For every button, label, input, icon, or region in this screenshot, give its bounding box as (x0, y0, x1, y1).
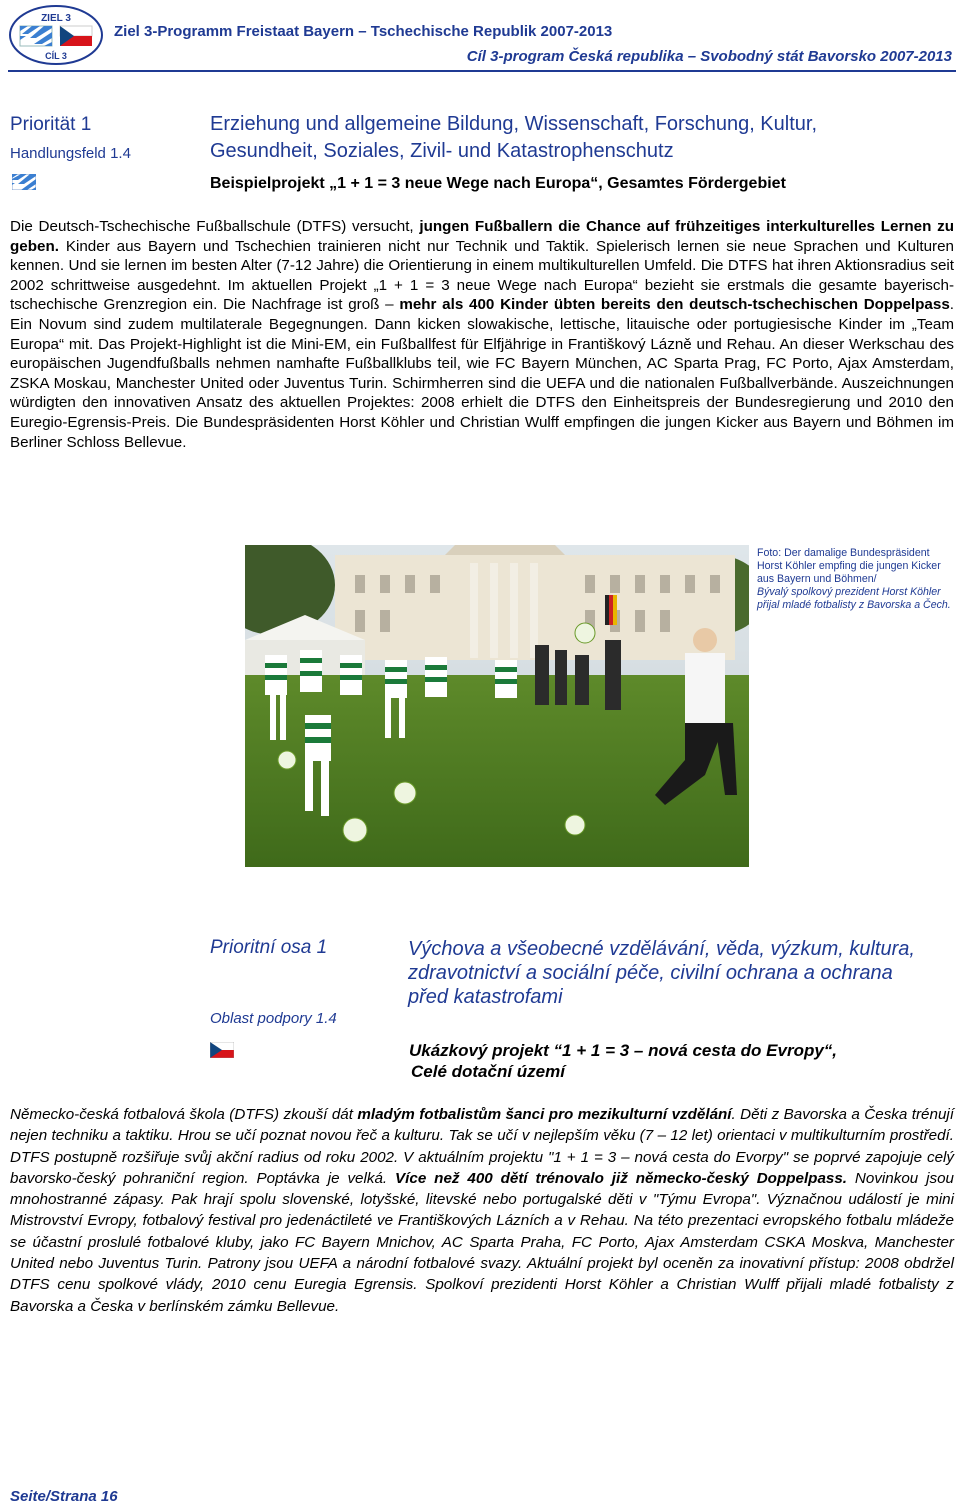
topic-line-1-cz: Výchova a všeobecné vzdělávání, věda, výzkum, kultura, (408, 938, 915, 960)
caption-cz: Bývalý spolkový prezident Horst Köhler přijal mladé fotbalisty z Bavorska a Čech. (757, 586, 951, 611)
priority-label-cz: Prioritní osa 1 (210, 937, 328, 958)
caption-de: Foto: Der damalige Bundespräsident Horst Köhler empfing die jungen Kicker aus Bayern und Böhmen/ (757, 547, 941, 585)
bavarian-flag-icon (12, 174, 36, 190)
body-text-de (10, 217, 954, 452)
project-area-cz: Celé dotační území (411, 1062, 565, 1081)
de-body-segment: jungen Fußballern die Chance auf frühzeitiges interkulturelles Lernen zu geben. (10, 218, 954, 255)
body-text-cz (10, 1104, 954, 1317)
photo-football-players (245, 545, 749, 867)
de-body-segment: mehr als 400 Kinder übten bereits den deutsch-tschechischen Doppelpass (399, 296, 950, 314)
cz-body-segment: mladým fotbalistům šanci pro mezikulturní vzdělání (357, 1106, 732, 1123)
ziel3-logo (8, 4, 104, 66)
support-area-label-cz: Oblast podpory 1.4 (210, 1010, 337, 1027)
page-footer: Seite/Strana 16 (10, 1488, 118, 1505)
logo-top-text: ZIEL 3 (41, 13, 71, 24)
topic-line-1-de: Erziehung und allgemeine Bildung, Wissenschaft, Forschung, Kultur, (210, 113, 818, 135)
cz-body-segment: . Děti z Bavorska a Česka trénují nejen techniku a taktiku. Hrou se učí poznat novou řeč a kulturu. Tak se učí v nejlepším věku (7 – 12 let) orientaci v multikulturním prostředí. DTFS postupně rozšiřuje svůj akční radius od roku 2002. V aktuálním projektu "1 + 1 = 3 – nová cesta do Evorpy" se poprvé zapojuje celý bavorsko-český pohraniční region. Poptávka je velká. (10, 1106, 954, 1187)
topic-line-3-cz: před katastrofami (408, 986, 563, 1008)
header-title-de: Ziel 3-Programm Freistaat Bayern – Tschechische Republik 2007-2013 (114, 23, 613, 40)
de-body-segment: . Ein Novum sind zudem multilaterale Begegnungen. Dann kicken slowakische, lettische, litauische oder portugiesische Kinder im „Team Europa“ mit. Das Projekt-Highlight ist die Mini-EM, ein Fußballfest für Elfjährige in Františkový Lázně und Rehau. An dieser Werkschau des europäischen Jugendfußballs nehmen namhafte Fußballklubs teil, wie FC Bayern München, AC Sparta Prag, FC Porto, Ajax Amsterdam, ZSKA Moskau, Manchester United oder Juventus Turin. Schirmherren sind die UEFA und die nationalen Fußballverbände. Auszeichnungen würdigten den innovativen Ansatz des aktuellen Projektes: 2008 erhielt die DTFS den Einheitspreis der Bundesregierung und 2010 den Euregio-Egrensis-Preis. Die Bundespräsidenten Horst Köhler und Christian Wulff empfingen die jungen Kicker aus Bayern und Böhmen im Berliner Schloss Bellevue. (10, 296, 955, 451)
cz-body-segment: Německo-česká fotbalová škola (DTFS) zkouší dát (10, 1106, 358, 1123)
priority-label-de: Priorität 1 (10, 114, 92, 135)
topic-line-2-de: Gesundheit, Soziales, Zivil- und Katastrophenschutz (210, 140, 674, 162)
topic-line-2-cz: zdravotnictví a sociální péče, civilní ochrana a ochrana (408, 962, 893, 984)
cz-body-segment: Novinkou jsou mnohostranné zápasy. Pak hrají spolu slovenské, lotyšské, litevské nebo portugalské děti v "Týmu Evropa". Význačnou událostí je mini Mistrovství Evropy, fotbalový festival pro jedenáctileté ve Františkových Lázních a v Rehau. Na této prezentaci evropského fotbalu mládeže se účastní proslulé fotbalové kluby, jako FC Bayern Mnichov, AC Sparta Praha, FC Porto, Ajax Amsterdam CSKA Moskva, Manchester United nebo Juventus Turin. Patrony jsou UEFA a národní fotbalové svazy. Aktuální projekt byl oceněn za inovativní přístup: 2008 obdržel DTFS cenu spolkové vlády, 2010 cenu Euregia Egrensis. Spolkoví prezidenti Horst Köhler a Christian Wulff přijali mladé fotbalisty z Bavorska a Česka v berlínském zámku Bellevue. (10, 1169, 954, 1315)
czech-flag-icon (210, 1042, 234, 1058)
de-body-segment: Kinder aus Bayern und Tschechien trainieren nicht nur Technik und Taktik. Spielerisch lernen sie neue Sprachen und Kulturen kennen. Und sie lernen im besten Alter (7-12 Jahre) die Orientierung in einem multikulturellen Umfeld. Die DTFS hat ihren Aktionsradius seit 2002 schrittweise ausgedehnt. Im aktuellen Projekt „1 + 1 = 3 neue Wege nach Europa“ bezieht sie erstmals die gesamte bayerisch-tschechische Grenzregion ein. Die Nachfrage ist groß – (10, 237, 954, 314)
de-body-segment: Die Deutsch-Tschechische Fußballschule (DTFS) versucht, (10, 218, 420, 235)
cz-body-segment: Více než 400 dětí trénovalo již německo-český Doppelpass. (395, 1169, 848, 1187)
header-divider (8, 70, 956, 72)
action-field-label-de: Handlungsfeld 1.4 (10, 145, 131, 162)
photo-caption (757, 547, 957, 612)
logo-bottom-text: CÍL 3 (45, 51, 67, 61)
project-title-cz: Ukázkový projekt “1 + 1 = 3 – nová cesta do Evropy“, (409, 1041, 838, 1060)
header-title-cz: Cíl 3-program Česká republika – Svobodný stát Bavorsko 2007-2013 (466, 48, 952, 65)
project-title-de: Beispielprojekt „1 + 1 = 3 neue Wege nach Europa“, Gesamtes Fördergebiet (210, 175, 786, 192)
